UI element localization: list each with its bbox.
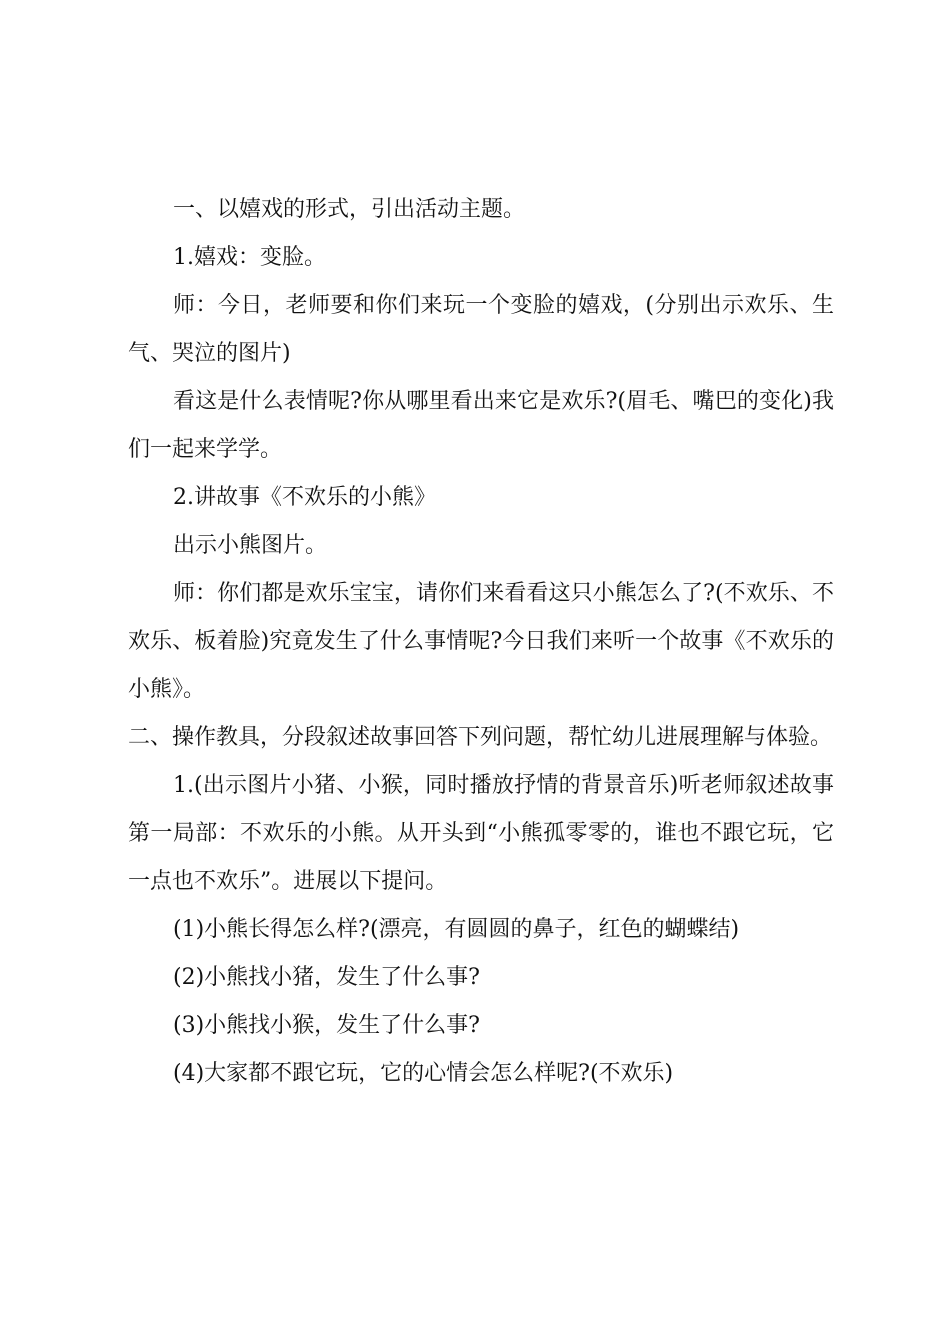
paragraph-teacher-story: 师：你们都是欢乐宝宝，请你们来看看这只小熊怎么了?(不欢乐、不欢乐、板着脸)究竟发生了什么事情呢?今日我们来听一个故事《不欢乐的小熊》。 (128, 581, 834, 702)
paragraph-show-bear: 出示小熊图片。 (173, 533, 328, 558)
question-1: (1)小熊长得怎么样?(漂亮，有圆圆的鼻子，红色的蝴蝶结) (173, 917, 740, 942)
subheading-game: 1.嬉戏：变脸。 (173, 245, 326, 270)
paragraph-teacher-intro: 师：今日，老师要和你们来玩一个变脸的嬉戏，(分别出示欢乐、生气、哭泣的图片) (128, 293, 834, 366)
document-body (128, 186, 834, 1098)
heading-section-two: 二、操作教具，分段叙述故事回答下列问题，帮忙幼儿进展理解与体验。 (128, 725, 833, 750)
heading-section-one: 一、以嬉戏的形式，引出活动主题。 (173, 197, 526, 222)
question-4: (4)大家都不跟它玩，它的心情会怎么样呢?(不欢乐) (173, 1061, 674, 1086)
paragraph-expression-question: 看这是什么表情呢?你从哪里看出来它是欢乐?(眉毛、嘴巴的变化)我们一起来学学。 (128, 389, 834, 462)
question-3: (3)小熊找小猴，发生了什么事? (173, 1013, 480, 1038)
paragraph-story-part-one: 1.(出示图片小猪、小猴，同时播放抒情的背景音乐)听老师叙述故事第一局部：不欢乐的小熊。从开头到“小熊孤零零的，谁也不跟它玩，它一点也不欢乐”。进展以下提问。 (128, 773, 834, 894)
question-2: (2)小熊找小猪，发生了什么事? (173, 965, 480, 990)
subheading-story: 2.讲故事《不欢乐的小熊》 (173, 485, 436, 510)
